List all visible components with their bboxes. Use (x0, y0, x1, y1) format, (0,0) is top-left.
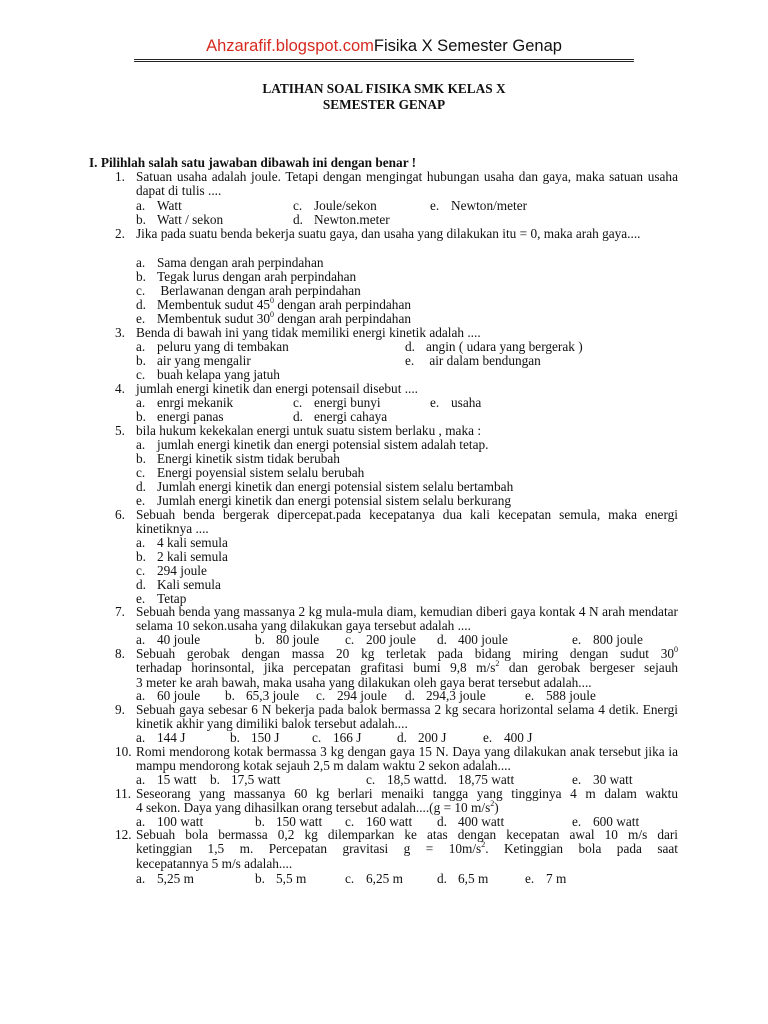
option: d. 18,75 watt (437, 772, 515, 787)
option: d. 6,5 m (437, 871, 489, 886)
question-number: 3. (115, 325, 125, 340)
option: b. energi panas (136, 409, 224, 424)
option: b. Energi kinetik sistm tidak berubah (136, 451, 340, 466)
option: e. usaha (430, 395, 482, 410)
option: e. Jumlah energi kinetik dan energi potensial sistem selalu berkurang (136, 493, 512, 508)
option: e. air dalam bendungan (405, 353, 541, 368)
option: a. Sama dengan arah perpindahan (136, 255, 324, 270)
question-number: 12. (115, 827, 132, 842)
question-text: Sebuah bola bermassa 0,2 kg dilemparkan ke atas dengan kecepatan awal 10 m/s dari ketinggian 1,5 m. Percepatan gravitasi $g = 10m/s^2$. Ketinggian bola pada saat kecepatannya 5 m/s adalah.... (136, 827, 678, 871)
option: b. 80 joule (255, 632, 320, 647)
document-title: LATIHAN SOAL FISIKA SMK KELAS X (262, 81, 506, 96)
option: e. 800 joule (572, 632, 643, 647)
option: a. 5,25 m (136, 871, 194, 886)
question-number: 4. (115, 381, 125, 396)
option: b. 5,5 m (255, 871, 307, 886)
question-text: Sebuah gaya sebesar 6 N bekerja pada balok bermassa 2 kg secara horizontal selama 4 detik. Energi kinetik akhir yang dimiliki balok tersebut adalah.... (136, 702, 678, 732)
option: d. 294,3 joule (405, 688, 486, 703)
page-header (0, 37, 768, 56)
question-number: 6. (115, 507, 125, 522)
question-number: 10. (115, 744, 132, 759)
question-text: jumlah energi kinetik dan energi potensail disebut .... (136, 381, 419, 396)
option: c. Berlawanan dengan arah perpindahan (136, 283, 361, 298)
option: a. enrgi mekanik (136, 395, 234, 410)
question-text: Seseorang yang massanya 60 kg berlari menaiki tangga yang tingginya 4 m dalam waktu 4 sekon. Daya yang dihasilkan orang tersebut adalah....(g = 10 $m/s^2$) (136, 786, 678, 816)
option: c. Energi poyensial sistem selalu berubah (136, 465, 365, 480)
option: a. 40 joule (136, 632, 201, 647)
option: a. 60 joule (136, 688, 201, 703)
section-instruction: I. Pilihlah salah satu jawaban dibawah ini dengan benar ! (89, 155, 417, 170)
option: e. 600 watt (572, 814, 640, 829)
option: c. 294 joule (316, 688, 387, 703)
option: c. Joule/sekon (293, 198, 377, 213)
option: a. 100 watt (136, 814, 204, 829)
option: a. peluru yang di tembakan (136, 339, 289, 354)
option: d. Newton.meter (293, 212, 390, 227)
option: c. 18,5 watt (366, 772, 437, 787)
question-text: Jika pada suatu benda bekerja suatu gaya, dan usaha yang dilakukan itu = 0, maka arah gaya.... (136, 226, 641, 241)
option: a. jumlah energi kinetik dan energi potensial sistem adalah tetap. (136, 437, 489, 452)
option: d. energi cahaya (293, 409, 388, 424)
option: d. 400 joule (437, 632, 508, 647)
document-subtitle: SEMESTER GENAP (322, 97, 446, 112)
option: b. Tegak lurus dengan arah perpindahan (136, 269, 357, 284)
question-number: 9. (115, 702, 125, 717)
question-text: bila hukum kekekalan energi untuk suatu sistem berlaku , maka : (136, 423, 482, 438)
option: a. 144 J (136, 730, 186, 745)
option: a. 4 kali semula (136, 535, 228, 550)
header-subject: Fisika X Semester Genap (373, 37, 562, 55)
option: b. Watt / sekon (136, 212, 224, 227)
option: d. angin ( udara yang bergerak ) (405, 339, 583, 354)
option: a. Watt (136, 198, 182, 213)
option: d. 400 watt (437, 814, 505, 829)
option: c. 294 joule (136, 563, 207, 578)
option: b. 17,5 watt (210, 772, 281, 787)
option: b. 2 kali semula (136, 549, 228, 564)
header-rule-bottom (134, 61, 634, 62)
question-text: Romi mendorong kotak bermassa 3 kg dengan gaya 15 N. Daya yang dilakukan anak tersebut jika ia mampu mendorong kotak sejauh 2,5 m dalam waktu 2 sekon adalah.... (136, 744, 678, 774)
option: c. buah kelapa yang jatuh (136, 367, 280, 382)
option: c. energi bunyi (293, 395, 381, 410)
option: e. 400 J (483, 730, 533, 745)
option: b. 150 watt (255, 814, 323, 829)
option: e. Tetap (136, 591, 187, 606)
question-number: 8. (115, 646, 125, 661)
question-text: Sebuah benda yang massanya 2 kg mula-mula diam, kemudian diberi gaya kontak 4 N arah mendatar selama 10 sekon.usaha yang dilakukan gaya tersebut adalah .... (136, 604, 678, 634)
question-text: Benda di bawah ini yang tidak memiliki energi kinetik adalah .... (136, 325, 481, 340)
header-rule-top (134, 59, 634, 60)
option: d. Kali semula (136, 577, 221, 592)
question-number: 11. (115, 786, 132, 801)
option: d. Membentuk sudut $45^0$ dengan arah perpindahan (136, 296, 411, 312)
option: b. air yang mengalir (136, 353, 251, 368)
question-text: Sebuah gerobak dengan massa 20 kg terletak pada bidang miring dengan sudut $30^0$ terhadap horinsontal, jika percepatan grafitasi bumi 9,8 $m/s^2$ dan gerobak bergeser sejauh 3 meter ke arah bawah, maka usaha yang dilakukan oleh gaya berat tersebut adalah.... (136, 645, 678, 690)
option: c. 166 J (312, 730, 362, 745)
option: e. Newton/meter (430, 198, 528, 213)
option: c. 6,25 m (345, 871, 403, 886)
option: c. 160 watt (345, 814, 413, 829)
question-number: 7. (115, 604, 125, 619)
option: b. 150 J (230, 730, 280, 745)
option: e. 30 watt (572, 772, 633, 787)
question-number: 1. (115, 169, 125, 184)
question-text: Sebuah benda bergerak dipercepat.pada kecepatanya dua kali kecepatan semula, maka energi kinetiknya .... (136, 507, 678, 537)
option: e. 588 joule (525, 688, 596, 703)
question-number: 2. (115, 226, 125, 241)
option: b. 65,3 joule (225, 688, 300, 703)
option: e. Membentuk sudut $30^0$ dengan arah perpindahan (136, 310, 411, 326)
question-text: Satuan usaha adalah joule. Tetapi dengan mengingat hubungan usaha dan gaya, maka satuan usaha dapat di tulis .... (136, 169, 678, 199)
option: d. Jumlah energi kinetik dan energi potensial sistem selalu bertambah (136, 479, 514, 494)
option: c. 200 joule (345, 632, 416, 647)
question-number: 5. (115, 423, 125, 438)
option: d. 200 J (397, 730, 447, 745)
option: a. 15 watt (136, 772, 197, 787)
blog-site-name: Ahzarafif.blogspot.com (206, 37, 374, 55)
option: e. 7 m (525, 871, 567, 886)
